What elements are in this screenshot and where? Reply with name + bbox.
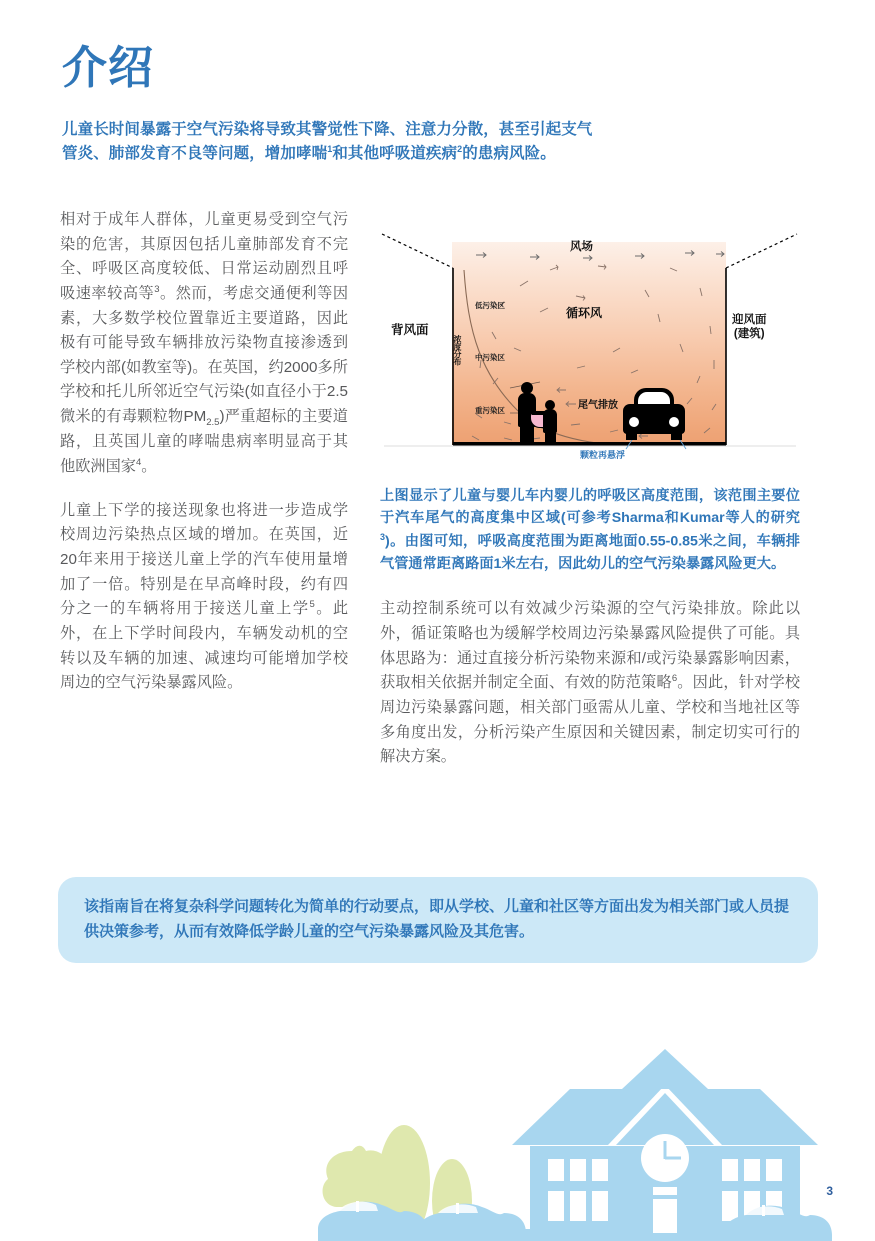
label-windward-line-1: 迎风面 <box>732 314 767 326</box>
lede-line-2-b: 和其他呼吸道疾病 <box>332 145 458 163</box>
label-low-pollution-zone: 低污染区 <box>475 301 505 310</box>
footer-illustration <box>0 1041 875 1241</box>
left-p1-part-a: 相对于成年人群体，儿童更易受到空气污染的危害，其原因包括儿童肺部发育不完全、呼吸区高度较低、日常运动剧烈且呼吸速率较高等 <box>60 211 348 302</box>
left-p1-part-d: 。 <box>141 458 157 476</box>
right-paragraph <box>380 597 800 769</box>
lede-line-2-a: 管炎、肺部发育不良等问题，增加哮喘 <box>62 145 328 163</box>
label-leeward-side: 背风面 <box>391 323 429 337</box>
street-canyon-figure <box>380 208 800 463</box>
label-heavy-pollution-zone: 重污染区 <box>475 406 505 415</box>
right-p-part-a: 主动控制系统可以有效减少污染源的空气污染排放。除此以外，循证策略也为缓解学校周边污染暴露风险提供了可能。具体思路为：通过直接分析污染物来源和/或污染暴露影响因素，获取相关依据并制定全面、有效的防范策略 <box>380 600 800 692</box>
right-p-part-b: 。因此，针对学校周边污染暴露问题，相关部门亟需从儿童、学校和当地社区等多角度出发，分析污染产生原因和关键因素，制定切实可行的解决方案。 <box>380 674 800 766</box>
lede-paragraph <box>62 118 762 166</box>
page-title: 介绍 <box>62 42 155 93</box>
figure-caption <box>380 485 800 575</box>
footnote-ref-3: 3 <box>154 283 160 295</box>
footnote-ref-2: 2 <box>457 143 463 154</box>
footnote-ref-3b: 3 <box>380 531 386 542</box>
left-paragraph-1 <box>60 208 348 480</box>
label-concentration-distribution: 浓度分布 <box>453 335 462 365</box>
left-p1-part-c: )严重超标的主要道路，且英国儿童的哮喘患病率明显高于其他欧洲国家 <box>60 408 348 476</box>
lede-line-1: 儿童长时间暴露于空气污染将导致其警觉性下降、注意力分散，甚至引起支气 <box>62 121 593 138</box>
left-p2-part-b: 。此外，在上下学时间段内，车辆发动机的空转以及车辆的加速、减速均可能增加学校周边的空气污染暴露风险。 <box>60 600 349 692</box>
caption-part-b: )。由图可知，呼吸高度范围为距离地面0.55-0.85米之间，车辆排气管通常距离路面1米左右，因此幼儿的空气污染暴露风险更大。 <box>380 533 800 573</box>
right-column <box>380 208 800 770</box>
wind-arrows-top <box>476 251 724 261</box>
label-windward-side <box>732 313 767 342</box>
label-circulating-wind: 循环风 <box>566 306 603 320</box>
label-medium-pollution-zone: 中污染区 <box>475 353 505 362</box>
left-p2-part-a: 儿童上下学的接送现象也将进一步造成学校周边污染热点区域的增加。在英国，近20年来用于接送儿童上学的汽车使用量增加了一倍。特别是在早高峰时段，约有四分之一的车辆将用于接送儿童上学 <box>60 501 348 618</box>
label-particle-resuspension: 颗粒再悬浮 <box>580 450 626 460</box>
leeward-roof-edge <box>382 234 453 268</box>
page-number: 3 <box>826 1184 833 1198</box>
key-message-callout: 该指南旨在将复杂科学问题转化为简单的行动要点，即从学校、儿童和社区等方面出发为相关部门或人员提供决策参考，从而有效降低学龄儿童的空气污染暴露风险及其危害。 <box>58 877 818 963</box>
lede-line-2-c: 的患病风险。 <box>462 145 556 163</box>
left-p1-part-b: 。然而，考虑交通便利等因素，大多数学校位置靠近主要道路，因此极有可能导致车辆排放污染物直接渗透到学校内部(如教室等)。在英国，约2000多所学校和托儿所邻近空气污染(如直径小于2.5微米的有毒颗粒物PM <box>60 284 349 426</box>
footnote-ref-5: 5 <box>309 599 315 611</box>
car-front-icon <box>623 388 685 440</box>
label-exhaust-emission: 尾气排放 <box>578 400 618 411</box>
pm-subscript: 2.5 <box>206 417 220 429</box>
footnote-ref-6: 6 <box>671 673 678 685</box>
left-paragraph-2 <box>60 499 348 696</box>
label-windward-line-2: (建筑) <box>733 328 765 341</box>
windward-roof-edge <box>726 234 797 268</box>
left-text-column <box>60 208 348 715</box>
label-wind-field: 风场 <box>570 241 593 253</box>
footnote-ref-1: 1 <box>327 143 333 154</box>
footnote-ref-4: 4 <box>135 457 142 469</box>
caption-part-a: 上图显示了儿童与婴儿车内婴儿的呼吸区高度范围，该范围主要位于汽车尾气的高度集中区域(可参考Sharma和Kumar等人的研究 <box>380 488 800 527</box>
